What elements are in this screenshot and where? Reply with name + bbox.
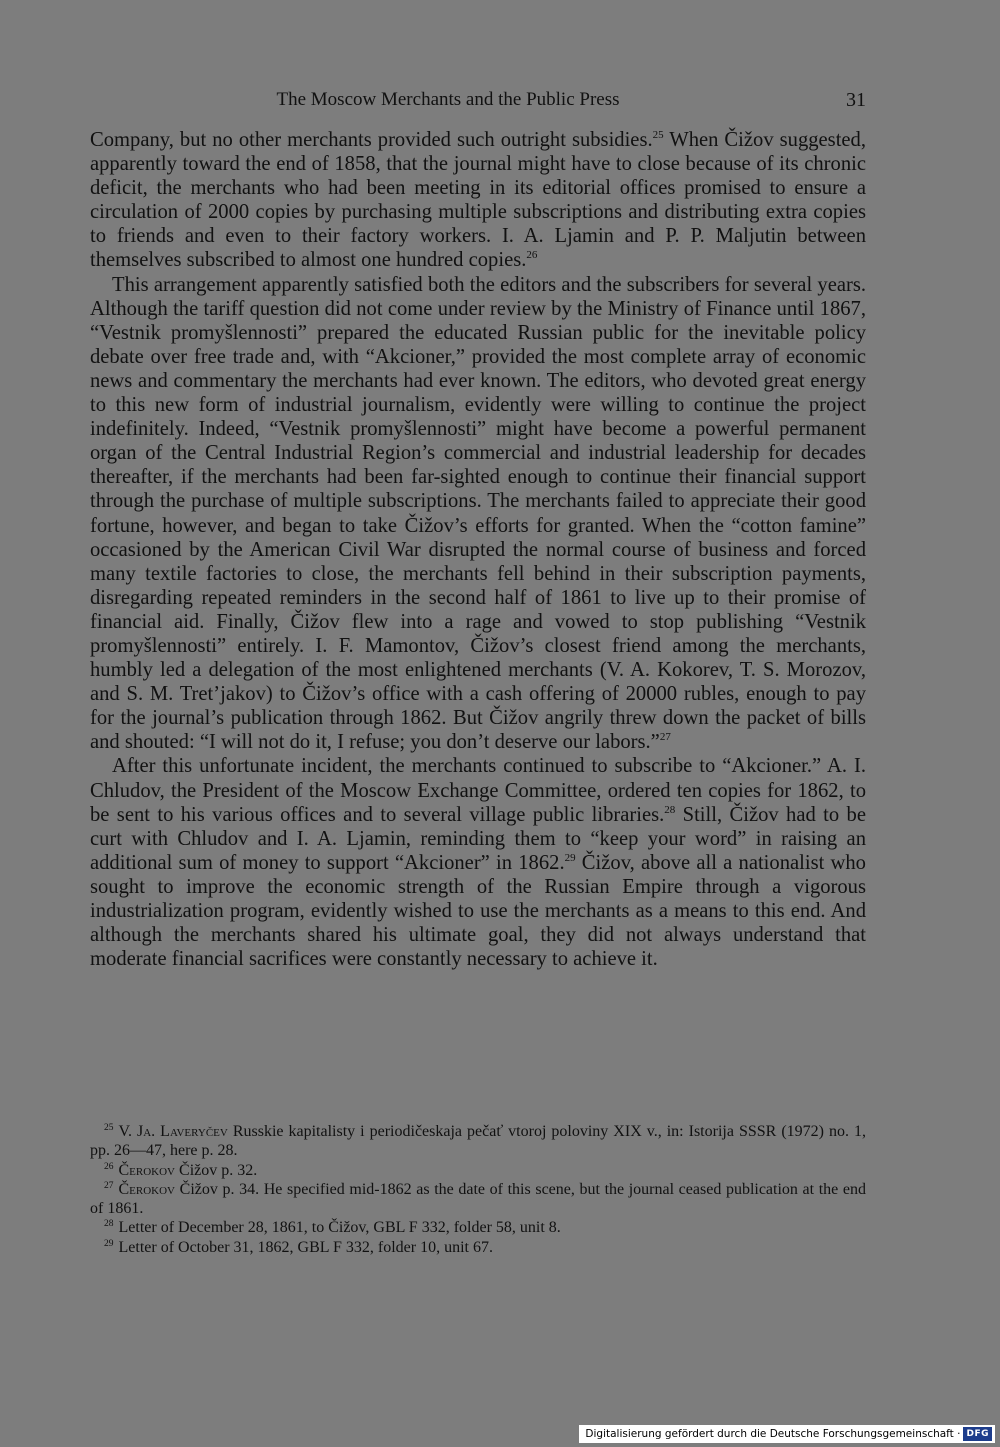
footnote-number: 29 (104, 1238, 114, 1249)
book-page (90, 86, 866, 971)
page-number: 31 (846, 89, 866, 111)
paragraph-3 (90, 754, 866, 971)
footnote-ref-29: 29 (564, 851, 576, 864)
footnote-ref-26: 26 (526, 249, 538, 262)
footnote-number: 26 (104, 1161, 114, 1172)
footnote-text: Russkie kapitalisty i periodičeskaja pečať vtoroj poloviny XIX v., in: Istorija SSSR (1972) no. 1, pp. 26—47, here p. 28. (90, 1123, 866, 1160)
paragraph-text: Still, Čižov had to be curt with Chludov and I. A. Ljamin, reminding them to “keep your word” in raising an additional sum of money to support “Akcioner” in 1862. (90, 803, 866, 874)
footnote-number: 27 (104, 1180, 114, 1191)
footnote-text: Čižov p. 34. He specified mid-1862 as the date of this scene, but the journal ceased publication at the end of 1861. (90, 1180, 866, 1218)
footnote-number: 25 (104, 1123, 114, 1133)
footnote-number: 28 (104, 1219, 114, 1230)
paragraph-text: When Čižov suggested, apparently toward the end of 1858, that the journal might have to close because of its chronic deficit, the merchants who had been meeting in its editorial offices promised to ensure a circulation of 2000 copies by purchasing multiple subscriptions and distributing extra copies to friends and even to their factory workers. I. A. Ljamin and P. P. Maljutin between themselves subscribed to almost one hundred copies. (90, 129, 866, 272)
footnote-27 (90, 1180, 866, 1219)
footnote-29 (90, 1238, 866, 1257)
running-head (90, 86, 866, 114)
paragraph-text: After this unfortunate incident, the merchants continued to subscribe to “Akcioner.” A. I. Chludov, the President of the Moscow Exchange Committee, ordered ten copies for 1862, to be sent to his various offices and to several village public libraries. (90, 755, 866, 826)
body-text (90, 128, 866, 971)
paragraph-text: Company, but no other merchants provided such outright subsidies. (90, 129, 653, 151)
footnote-ref-27: 27 (659, 731, 671, 744)
dfg-logo-icon: DFG (963, 1427, 992, 1441)
footnote-25 (90, 1122, 866, 1161)
footnote-author: Čerokov (118, 1180, 176, 1198)
footnote-text: Letter of October 31, 1862, GBL F 332, folder 10, unit 67. (118, 1238, 493, 1256)
footnote-ref-28: 28 (664, 803, 676, 816)
running-title: The Moscow Merchants and the Public Press (276, 89, 620, 110)
paragraph-text: This arrangement apparently satisfied both the editors and the subscribers for several years. Although the tariff question did not come under review by the Ministry of Finance until 1867, “Vestnik promyšlennosti” prepared the educated Russian public for the inevitable policy debate over free trade and, with “Akcioner,” provided the most complete array of economic news and commentary the merchants had ever known. The editors, who devoted great energy to this new form of industrial journalism, evidently were willing to continue the project indefinitely. Indeed, “Vestnik promyšlennosti” might have become a powerful permanent organ of the Central Industrial Region’s commercial and industrial leadership for decades thereafter, if the merchants had been far-sighted enough to continue their financial support through the purchase of multiple subscriptions. The merchants failed to appreciate their good fortune, however, and began to take Čižov’s efforts for granted. When the “cotton famine” occasioned by the American Civil War disrupted the normal course of business and forced many textile factories to close, the merchants fell behind in their subscription payments, disregarding repeated reminders in the second half of 1861 to live up to their promise of financial aid. Finally, Čižov flew into a rage and vowed to stop publishing “Vestnik promyšlennosti” entirely. I. F. Mamontov, Čižov’s closest friend among the merchants, humbly led a delegation of the most enlightened merchants (V. A. Kokorev, T. S. Morozov, and S. M. Tret’jakov) to Čižov’s office with a cash offering of 20000 rubles, enough to pay for the journal’s publication through 1862. But Čižov angrily threw down the packet of bills and shouted: “I will not do it, I refuse; you don’t deserve our labors.” (90, 273, 866, 754)
footnote-ref-25: 25 (652, 129, 664, 141)
footnote-text: Letter of December 28, 1861, to Čižov, GBL F 332, folder 58, unit 8. (118, 1219, 561, 1237)
footnote-author: Čerokov (118, 1161, 176, 1179)
footnote-26 (90, 1161, 866, 1180)
footnotes (90, 1122, 866, 1257)
footnote-author: V. Ja. Laveryčev (118, 1123, 228, 1140)
paragraph-2 (90, 273, 866, 755)
paragraph-1 (90, 128, 866, 273)
funding-notice (579, 1425, 995, 1443)
footnote-28 (90, 1218, 866, 1237)
paragraph-text: Čižov, above all a nationalist who sought to improve the economic strength of the Russian Empire through a vigorous industrialization program, evidently wished to use the merchants as a means to this end. And although the merchants shared his ultimate goal, they did not always understand that moderate financial sacrifices were constantly necessary to achieve it. (90, 851, 866, 971)
footnote-text: Čižov p. 32. (175, 1161, 258, 1179)
funding-text: Digitalisierung gefördert durch die Deutsche Forschungsgemeinschaft · (585, 1428, 961, 1440)
